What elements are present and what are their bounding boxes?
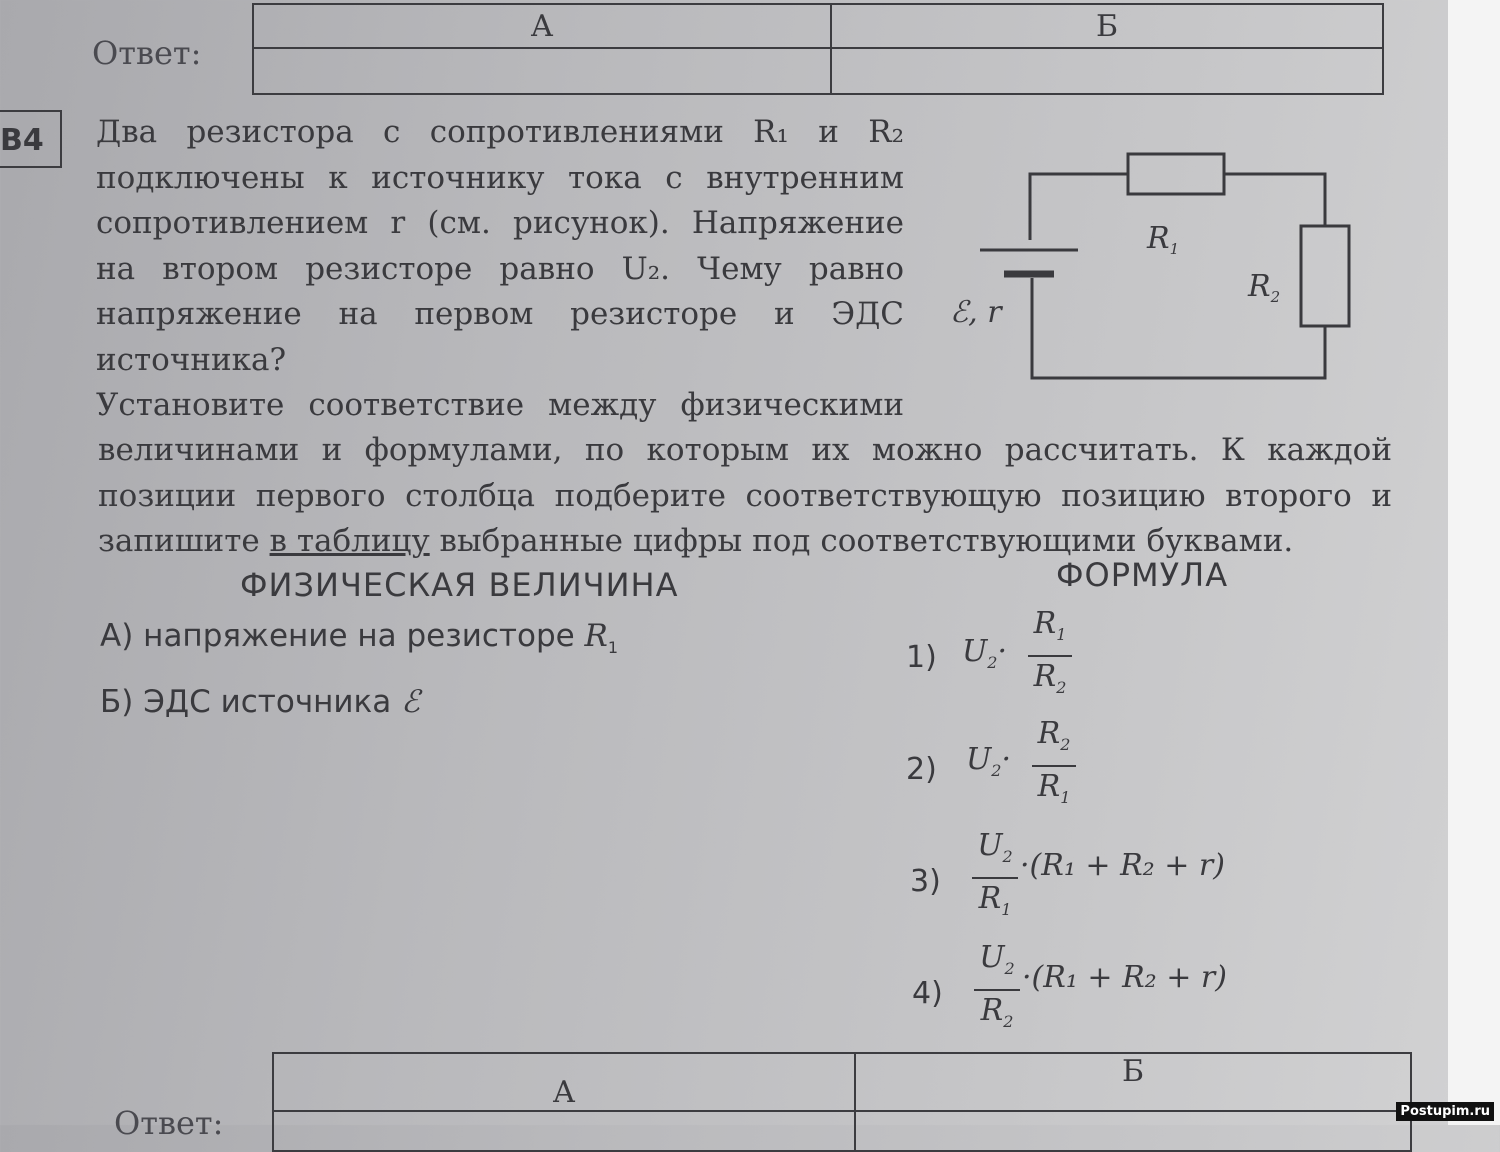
answer-top-header-b: Б [831,4,1383,48]
answer-table-top [252,3,1384,95]
page-edge [1448,0,1500,1125]
wire-bottom [1032,278,1325,378]
left-column-heading: ФИЗИЧЕСКАЯ ВЕЛИЧИНА [240,566,679,604]
answer-label-top: Ответ: [92,34,202,72]
problem-line: Установите соответствие между физическими [96,387,904,423]
wire-top-left [1030,174,1128,240]
answer-bottom-cell-b[interactable] [855,1111,1411,1151]
resistor-r2 [1301,226,1349,326]
formula-1-fraction: $R_1$ $R_2$ [1028,604,1072,708]
answer-top-cell-b[interactable] [831,48,1383,94]
problem-text [96,110,904,429]
formula-4-tail: ·(R₁ + R₂ + r) [1022,960,1227,995]
circuit-diagram [940,140,1370,390]
problem-line: напряжение на первом резисторе и ЭДС [96,296,904,332]
table-link: в таблицу [269,523,430,559]
problem-line: сопротивлением r (см. рисунок). Напряжение [96,205,904,241]
formula-2-number: 2) [906,752,937,787]
formula-2-fraction: $R_2$ $R_1$ [1032,714,1076,818]
r2-label: $R_2$ [1248,269,1281,306]
problem-line-last: запишите в таблицу выбранные цифры под соответствующими буквами. [98,523,1294,559]
answer-bottom-header-a: А [273,1053,855,1111]
formula-3-fraction: $U_2$ $R_1$ [972,826,1018,930]
answer-bottom-cell-a[interactable] [273,1111,855,1151]
answer-top-header-a: А [253,4,831,48]
problem-text-wide [98,428,1392,565]
problem-line: величинами и формулами, по которым их можно рассчитать. К каждой [98,432,1392,468]
formula-2-lead: $U_2\cdot$ [966,742,1012,780]
problem-line: источника? [96,341,287,378]
formula-1-number: 1) [906,640,937,675]
formula-3-number: 3) [910,864,941,899]
formula-1-lead: $U_2\cdot$ [962,634,1008,672]
wire-top-right [1224,174,1325,226]
problem-line: подключены к источнику тока с внутренним [96,159,904,196]
problem-line: на втором резисторе равно U₂. Чему равно [96,250,904,287]
formula-4-number: 4) [912,976,943,1011]
answer-top-cell-a[interactable] [253,48,831,94]
answer-table-bottom [272,1052,1412,1152]
formula-4-fraction: $U_2$ $R_2$ [974,938,1020,1042]
source-label: ℰ, r [950,295,1002,330]
problem-line: Два резистора с сопротивлениями R₁ и R₂ [96,114,904,150]
task-number: В4 [0,110,62,168]
right-column-heading: ФОРМУЛА [1056,556,1229,594]
answer-label-bottom: Ответ: [114,1104,224,1142]
resistor-r1 [1128,154,1224,194]
formula-3-tail: ·(R₁ + R₂ + r) [1020,848,1225,883]
r1-label: $R_1$ [1147,221,1180,258]
problem-line: позиции первого столбца подберите соответствующую позицию второго и [98,477,1392,514]
quantity-b: Б) ЭДС источника ℰ [100,684,420,720]
answer-bottom-header-b: Б [855,1053,1411,1111]
quantity-a: А) напряжение на резисторе $R_1$ [100,618,619,658]
site-watermark: Postupim.ru [1396,1102,1494,1121]
